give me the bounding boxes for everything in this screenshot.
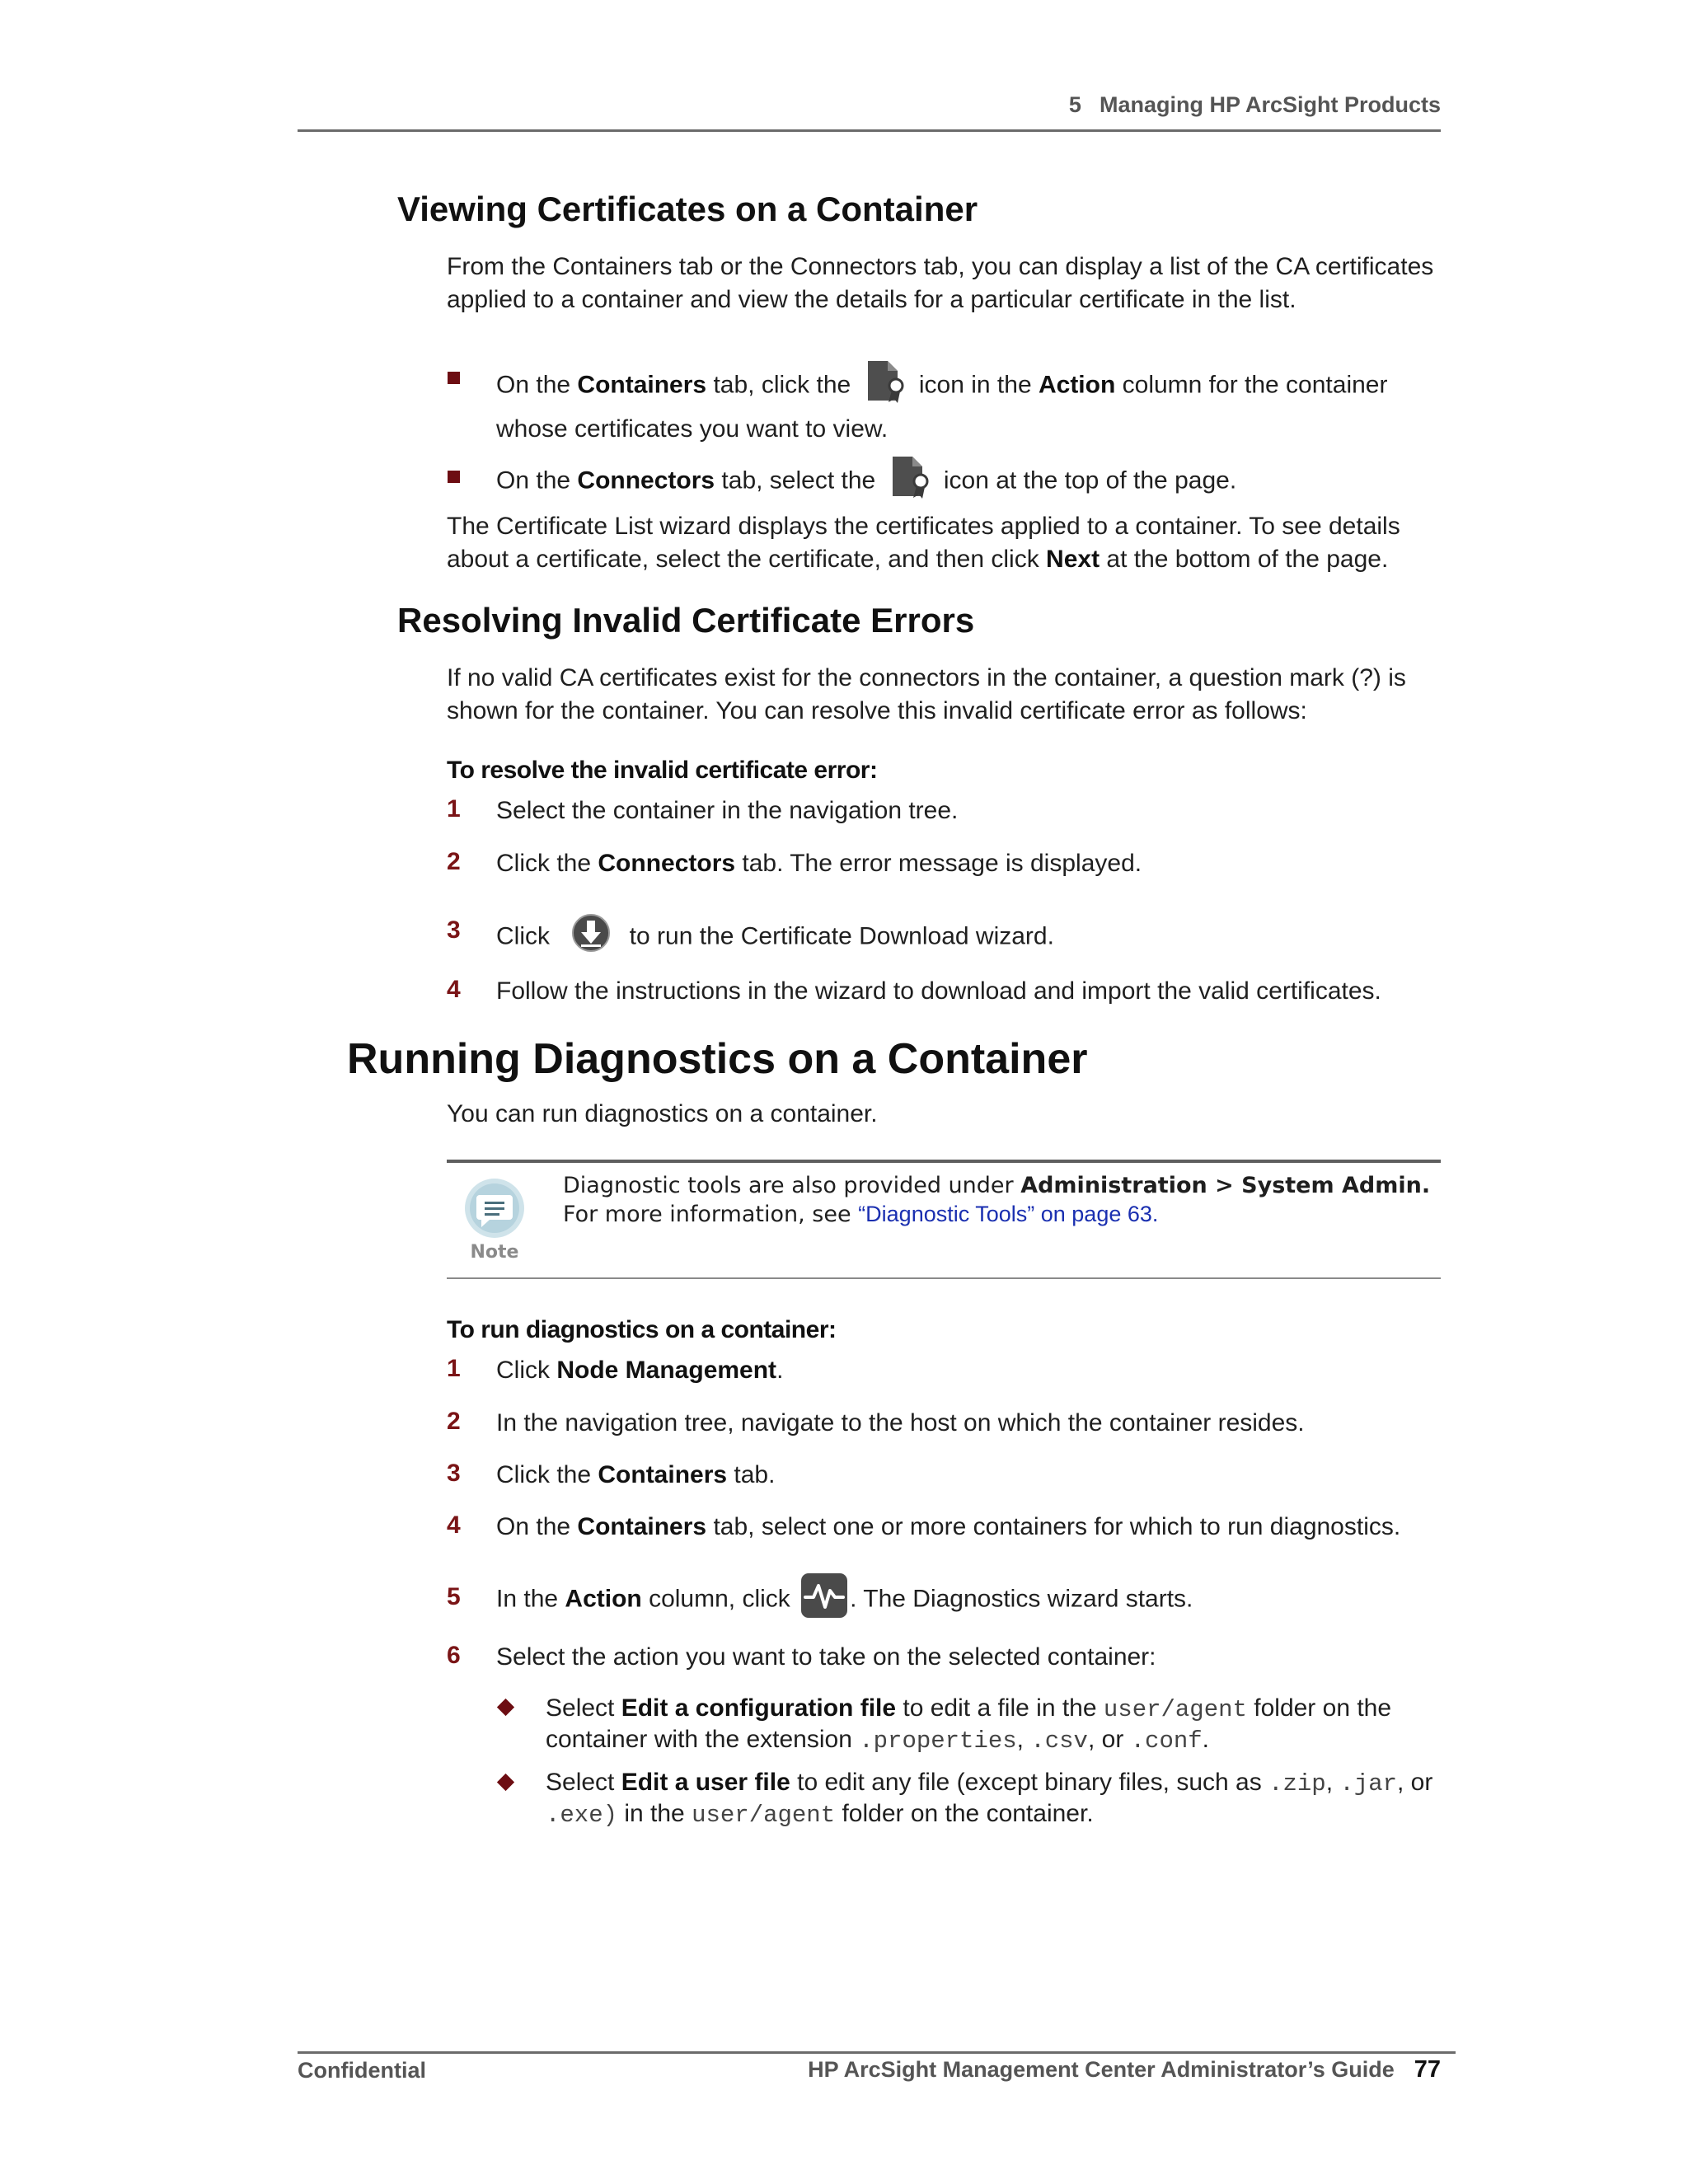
note-badge bbox=[460, 1177, 529, 1263]
text: icon in the bbox=[912, 371, 1039, 399]
bullet-marker bbox=[448, 471, 460, 483]
intro-line: From the Containers tab or the Connectors tab, you can display a list of the CA certificates bbox=[447, 253, 1434, 280]
sub-bullet-marker bbox=[497, 1774, 514, 1791]
text: column, click bbox=[641, 1585, 798, 1613]
text: , or bbox=[1087, 1726, 1131, 1753]
bold-connectors: Connectors bbox=[598, 850, 736, 877]
procedure-heading: To run diagnostics on a container: bbox=[447, 1316, 837, 1343]
text: . The Diagnostics wizard starts. bbox=[850, 1585, 1193, 1613]
text: On the bbox=[496, 1513, 578, 1540]
note-line bbox=[563, 1172, 1437, 1200]
text: In the bbox=[496, 1585, 565, 1613]
footer-guide bbox=[808, 2056, 1441, 2083]
text: Click the bbox=[496, 1461, 598, 1488]
text: Click the bbox=[496, 850, 598, 877]
section-title-viewing-certificates: Viewing Certificates on a Container bbox=[397, 190, 978, 228]
bullet-connectors-tab bbox=[496, 455, 1444, 509]
step-number: 6 bbox=[447, 1642, 461, 1669]
bold-edit-config: Edit a configuration file bbox=[621, 1694, 897, 1722]
sub-bullet-marker bbox=[497, 1699, 514, 1716]
sub-line bbox=[546, 1692, 1444, 1727]
diagnostics-icon bbox=[800, 1572, 848, 1628]
bold-edit-user-file: Edit a user file bbox=[621, 1769, 790, 1796]
text: container with the extension bbox=[546, 1726, 860, 1753]
text-line: The Certificate List wizard displays the certificates applied to a container. To see details bbox=[447, 513, 1400, 540]
step-text: In the navigation tree, navigate to the host on which the container resides. bbox=[496, 1409, 1305, 1436]
step-number: 1 bbox=[447, 795, 461, 823]
step-number: 2 bbox=[447, 1408, 461, 1435]
text: about a certificate, select the certificate, and then click bbox=[447, 546, 1047, 573]
step-text bbox=[496, 1354, 783, 1387]
text: tab. The error message is displayed. bbox=[735, 850, 1142, 877]
step-text bbox=[496, 1459, 775, 1492]
step-text bbox=[496, 847, 1142, 880]
text: Select bbox=[546, 1694, 621, 1722]
footer-confidential: Confidential bbox=[298, 2058, 426, 2083]
note-icon bbox=[462, 1177, 528, 1244]
step-text bbox=[496, 1572, 1193, 1628]
text: . bbox=[776, 1357, 784, 1384]
section-title-resolving-errors: Resolving Invalid Certificate Errors bbox=[397, 601, 975, 640]
download-icon bbox=[571, 913, 611, 962]
text: to edit any file (except binary files, such as bbox=[790, 1769, 1269, 1796]
text: to run the Certificate Download wizard. bbox=[622, 922, 1054, 950]
intro-line: applied to a container and view the details for a particular certificate in the list. bbox=[447, 286, 1296, 313]
text: column for the container bbox=[1115, 371, 1388, 399]
bold-containers: Containers bbox=[577, 371, 707, 399]
text: in the bbox=[617, 1800, 692, 1827]
chapter-title: Managing HP ArcSight Products bbox=[1099, 92, 1441, 117]
code-ext: .exe) bbox=[546, 1802, 618, 1829]
code-ext: .properties bbox=[859, 1727, 1017, 1755]
text: tab, click the bbox=[706, 371, 858, 399]
page-number: 77 bbox=[1414, 2056, 1441, 2083]
text: On the bbox=[496, 371, 578, 399]
text: Click bbox=[496, 1357, 557, 1384]
bullet-line: whose certificates you want to view. bbox=[496, 415, 889, 443]
code-ext: .jar bbox=[1339, 1770, 1398, 1797]
step-number: 4 bbox=[447, 976, 461, 1003]
text-line: If no valid CA certificates exist for the connectors in the container, a question mark (?) is bbox=[447, 664, 1406, 691]
section2-intro bbox=[447, 662, 1436, 728]
step-number: 3 bbox=[447, 916, 461, 944]
bullet-containers-tab bbox=[496, 359, 1444, 446]
section1-after bbox=[447, 510, 1436, 576]
bold-containers: Containers bbox=[598, 1461, 728, 1488]
code-path: user/agent bbox=[692, 1802, 836, 1829]
text-line: shown for the container. You can resolve this invalid certificate error as follows: bbox=[447, 697, 1307, 724]
step-text: Follow the instructions in the wizard to download and import the valid certificates. bbox=[496, 977, 1381, 1005]
note-label: Note bbox=[470, 1242, 519, 1263]
note-bottom-rule bbox=[447, 1277, 1441, 1279]
bold-containers: Containers bbox=[577, 1513, 707, 1540]
step-number: 4 bbox=[447, 1511, 461, 1539]
step-number: 3 bbox=[447, 1460, 461, 1487]
step-number: 1 bbox=[447, 1355, 461, 1382]
step-number: 5 bbox=[447, 1583, 461, 1610]
bold-node-management: Node Management bbox=[556, 1357, 777, 1384]
sub-line bbox=[546, 1723, 1444, 1758]
step-text bbox=[496, 913, 1054, 962]
bold-action: Action bbox=[565, 1585, 642, 1613]
bullet-marker bbox=[448, 372, 460, 384]
section-title-running-diagnostics: Running Diagnostics on a Container bbox=[347, 1035, 1088, 1083]
text: tab, select one or more containers for which to run diagnostics. bbox=[706, 1513, 1401, 1540]
certificate-icon bbox=[889, 455, 932, 509]
sub-bullet-user-file bbox=[546, 1766, 1444, 1832]
code-ext: .zip bbox=[1268, 1770, 1326, 1797]
section3-intro: You can run diagnostics on a container. bbox=[447, 1100, 878, 1127]
note-top-rule bbox=[447, 1160, 1441, 1163]
text: . bbox=[1202, 1726, 1210, 1753]
footer-rule bbox=[298, 2051, 1456, 2054]
note-text bbox=[563, 1172, 1437, 1229]
procedure-heading: To resolve the invalid certificate error: bbox=[447, 757, 878, 784]
text: tab, select the bbox=[715, 466, 883, 494]
text: folder on the bbox=[1246, 1694, 1392, 1722]
text: Diagnostic tools are also provided under bbox=[563, 1173, 1021, 1198]
step-text bbox=[496, 1511, 1400, 1544]
code-path: user/agent bbox=[1103, 1696, 1247, 1723]
step-text: Select the container in the navigation tree. bbox=[496, 797, 959, 824]
bold-admin-path: Administration > System Admin bbox=[1020, 1173, 1422, 1198]
code-ext: .conf bbox=[1130, 1727, 1203, 1755]
bold-next: Next bbox=[1046, 546, 1100, 573]
text: Select bbox=[546, 1769, 621, 1796]
text: On the bbox=[496, 466, 578, 494]
bold-action: Action bbox=[1038, 371, 1116, 399]
step-text: Select the action you want to take on the selected container: bbox=[496, 1643, 1156, 1671]
text: , bbox=[1325, 1769, 1340, 1796]
text: Click bbox=[496, 922, 557, 950]
text: folder on the container. bbox=[835, 1800, 1094, 1827]
text-line bbox=[447, 543, 1436, 576]
header-rule bbox=[298, 129, 1441, 132]
sub-line bbox=[546, 1766, 1444, 1801]
bold-connectors: Connectors bbox=[577, 466, 715, 494]
code-ext: .csv bbox=[1030, 1727, 1088, 1755]
bullet-line bbox=[496, 359, 1444, 413]
text: . bbox=[1151, 1202, 1159, 1226]
text: For more information, see bbox=[563, 1202, 859, 1227]
text: . bbox=[1421, 1173, 1431, 1198]
certificate-icon bbox=[865, 359, 907, 413]
note-line bbox=[563, 1200, 1437, 1229]
text: at the bottom of the page. bbox=[1100, 546, 1389, 573]
text: to edit a file in the bbox=[896, 1694, 1104, 1722]
text: tab. bbox=[727, 1461, 776, 1488]
text: icon at the top of the page. bbox=[936, 466, 1237, 494]
sub-line bbox=[546, 1797, 1444, 1832]
step-number: 2 bbox=[447, 848, 461, 875]
text: , or bbox=[1397, 1769, 1433, 1796]
diagnostic-tools-link[interactable]: “Diagnostic Tools” on page 63 bbox=[858, 1202, 1152, 1226]
section1-intro bbox=[447, 251, 1436, 316]
sub-bullet-configuration-file bbox=[546, 1692, 1444, 1758]
running-header bbox=[298, 92, 1441, 118]
chapter-number: 5 bbox=[1068, 92, 1081, 117]
footer-guide-title: HP ArcSight Management Center Administrator’s Guide bbox=[808, 2057, 1395, 2082]
text: , bbox=[1016, 1726, 1031, 1753]
